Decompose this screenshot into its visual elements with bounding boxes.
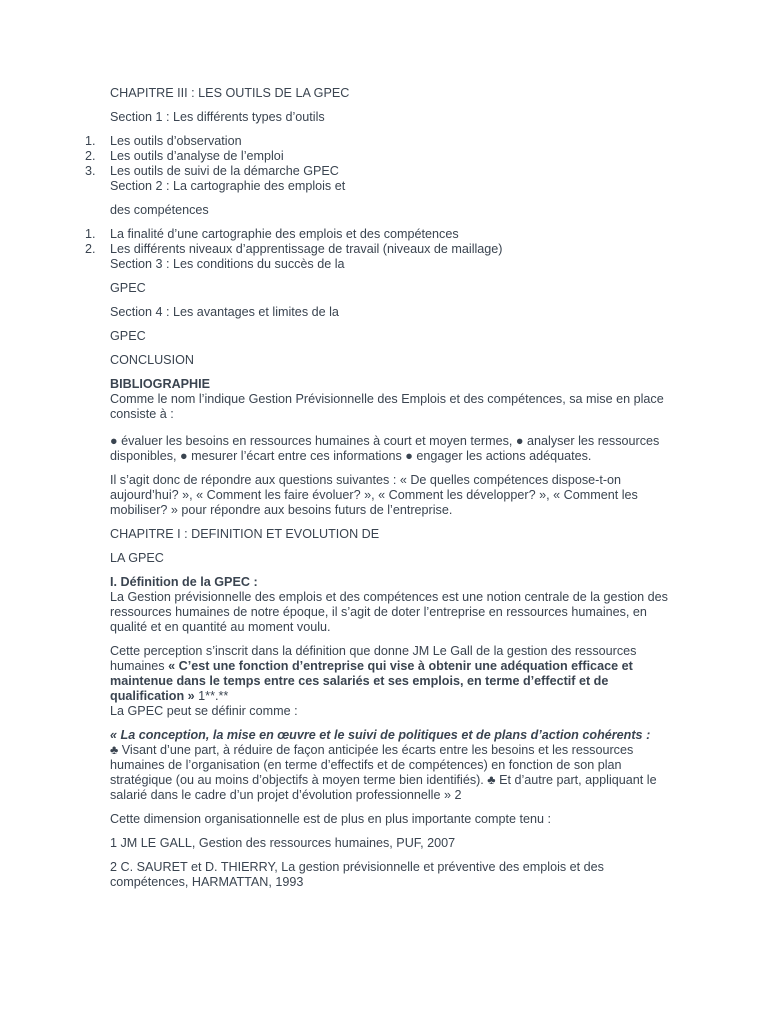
footnote-1: 1 JM LE GALL, Gestion des ressources humaines, PUF, 2007 bbox=[110, 836, 456, 850]
section4-title-cont: GPEC bbox=[110, 329, 146, 343]
footnote-ref: 1**.** bbox=[194, 689, 229, 703]
intro-paragraph-3: Il s’agit donc de répondre aux questions suivantes : « De quelles compétences dispose-t-on aujourd’hui? », « Comment les faire évoluer? », « Comment les développer? », « Comment les mobiliser? » pour répondre aux besoins futurs de l’entreprise. bbox=[110, 473, 638, 517]
list-outils bbox=[85, 134, 670, 179]
definition-paragraph-2: Cette perception s’inscrit dans la définition que donne JM Le Gall de la gestion des ressources humaines « C’est une fonction d’entreprise qui vise à obtenir une adéquation efficace et maintenue dans le temps entre ces salariés et ses emplois, en terme d’effectif et de qualification » 1**.** bbox=[110, 644, 637, 703]
list-item: 1. Les outils d’observation bbox=[85, 134, 242, 148]
section3-title: Section 3 : Les conditions du succès de la bbox=[110, 257, 345, 271]
list-item: 3. Les outils de suivi de la démarche GPEC bbox=[85, 164, 339, 178]
intro-paragraph-1: Comme le nom l’indique Gestion Prévisionnelle des Emplois et des compétences, sa mise en place consiste à : bbox=[110, 392, 664, 421]
section2-title: Section 2 : La cartographie des emplois et bbox=[110, 179, 346, 193]
bibliographie-title: BIBLIOGRAPHIE bbox=[110, 377, 211, 391]
section2-title-cont: des compétences bbox=[110, 203, 209, 217]
intro-paragraph-2: ● évaluer les besoins en ressources humaines à court et moyen termes, ● analyser les ressources disponibles, ● mesurer l’écart entre ces informations ● engager les actions adéquates. bbox=[110, 434, 660, 463]
footnote-2: 2 C. SAURET et D. THIERRY, La gestion prévisionnelle et préventive des emplois et des compétences, HARMATTAN, 1993 bbox=[110, 860, 604, 889]
chapter3-title: CHAPITRE III : LES OUTILS DE LA GPEC bbox=[110, 86, 350, 100]
definition-heading: I. Définition de la GPEC : bbox=[110, 575, 258, 589]
list-item: 2. Les différents niveaux d’apprentissage de travail (niveaux de maillage) bbox=[85, 242, 503, 256]
list-item: 2. Les outils d’analyse de l’emploi bbox=[85, 149, 284, 163]
definition-tail: La GPEC peut se définir comme : bbox=[110, 704, 298, 718]
le-gall-quote: « C’est une fonction d’entreprise qui vise à obtenir une adéquation efficace et maintenue dans le temps entre ces salariés et ses emplois, en terme d’effectif et de qualification » bbox=[110, 659, 633, 703]
document-page bbox=[85, 86, 670, 890]
gpec-quote-body: ♣ Visant d’une part, à réduire de façon anticipée les écarts entre les besoins et les ressources humaines de l’organisation (en terme d’effectifs et de compétences) en fonction de son plan stratégique (ou au moins d’objectifs à moyen terme bien identifiés). ♣ Et d’autre part, appliquant le salarié dans le cadre d’un projet d’évolution professionnelle » 2 bbox=[110, 743, 657, 802]
section3-title-cont: GPEC bbox=[110, 281, 146, 295]
conclusion-title: CONCLUSION bbox=[110, 353, 194, 367]
gpec-quote-heading: « La conception, la mise en œuvre et le suivi de politiques et de plans d’action cohérents : bbox=[110, 728, 651, 742]
list-cartographie bbox=[85, 227, 670, 257]
section1-title: Section 1 : Les différents types d’outils bbox=[110, 110, 325, 124]
section4-title: Section 4 : Les avantages et limites de la bbox=[110, 305, 339, 319]
chapter1-title: CHAPITRE I : DEFINITION ET EVOLUTION DE bbox=[110, 527, 380, 541]
dimension-paragraph: Cette dimension organisationnelle est de plus en plus importante compte tenu : bbox=[110, 812, 552, 826]
chapter1-title-cont: LA GPEC bbox=[110, 551, 164, 565]
list-item: 1. La finalité d’une cartographie des emplois et des compétences bbox=[85, 227, 459, 241]
definition-paragraph-1: La Gestion prévisionnelle des emplois et des compétences est une notion centrale de la gestion des ressources humaines de notre époque, il s’agit de doter l’entreprise en ressources humaines, en qualité et en quantité au moment voulu. bbox=[110, 590, 668, 634]
